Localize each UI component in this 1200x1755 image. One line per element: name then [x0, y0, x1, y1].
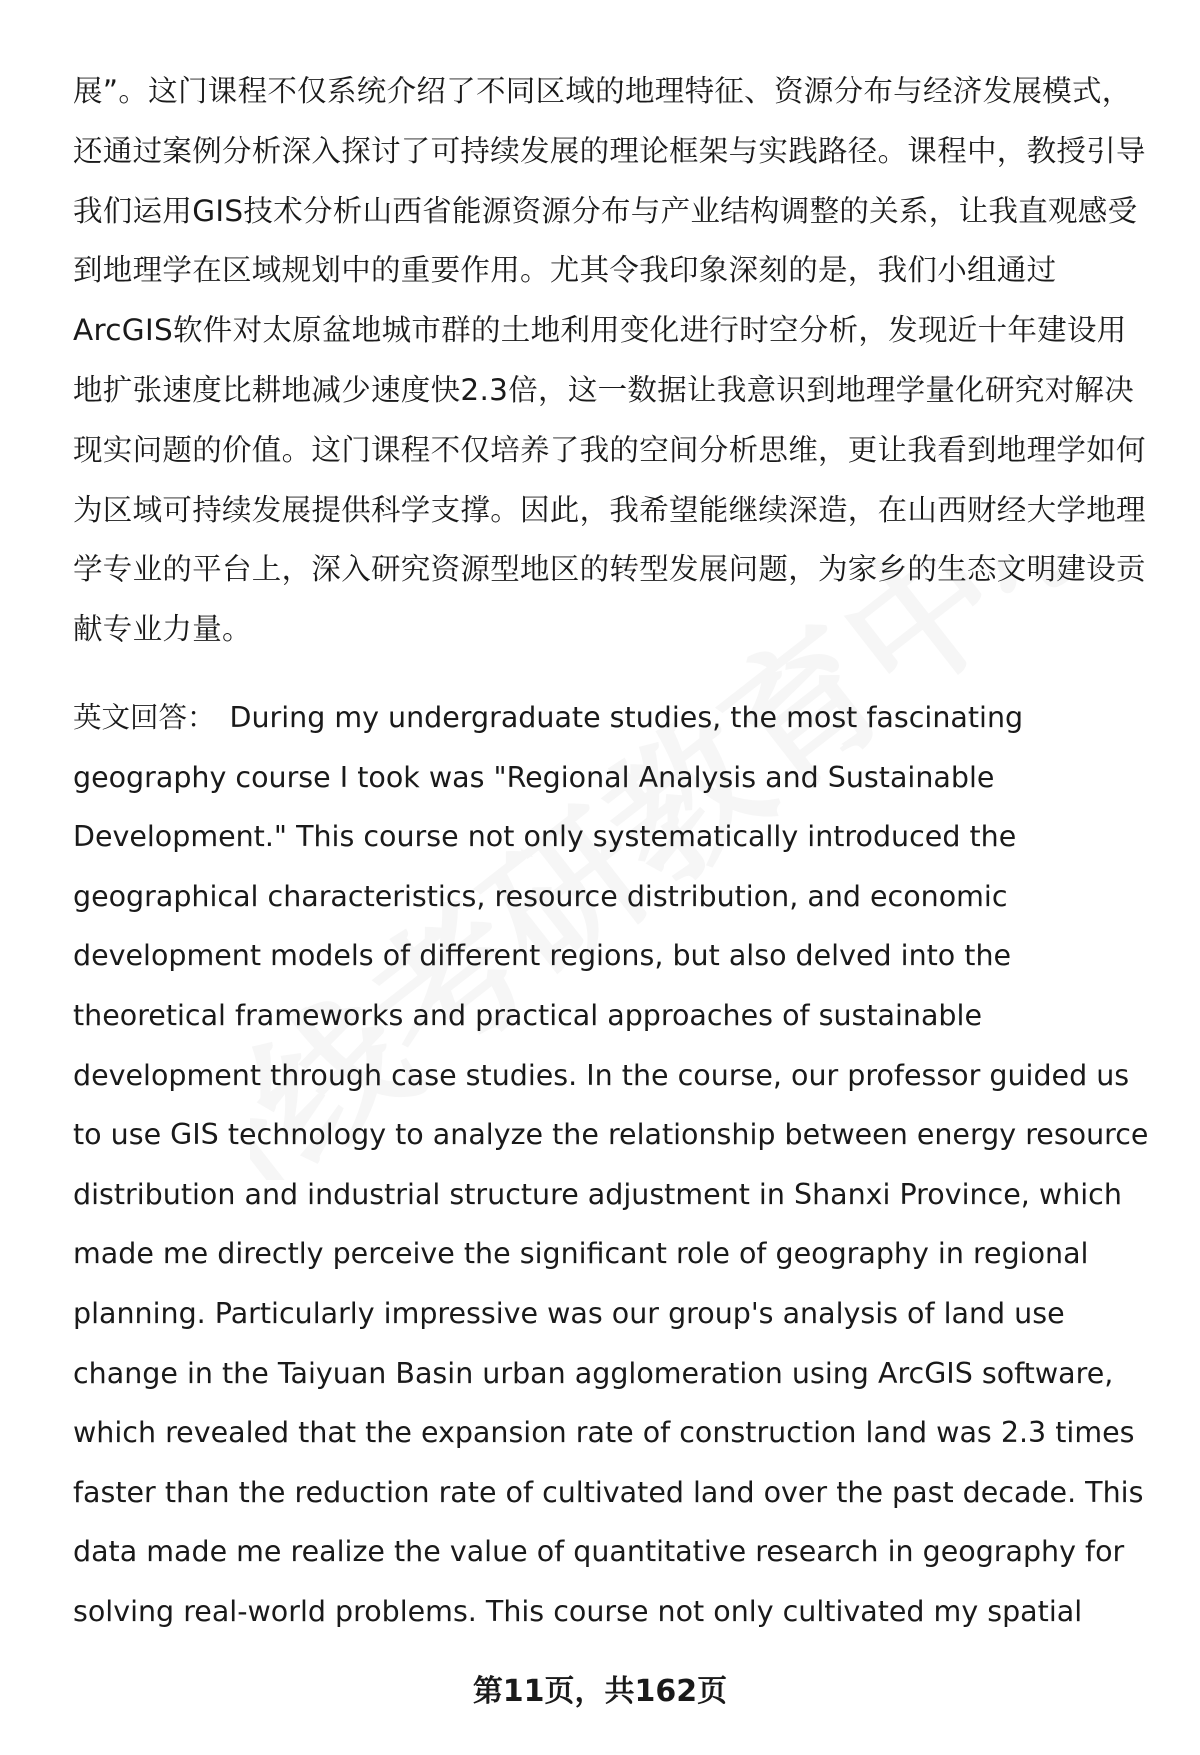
english-answer-label: 英文回答： [73, 700, 216, 734]
document-body [73, 62, 1153, 1641]
chinese-answer-paragraph: 展”。这门课程不仅系统介绍了不同区域的地理特征、资源分布与经济发展模式，还通过案例分析深入探讨了可持续发展的理论框架与实践路径。课程中，教授引导我们运用GIS技术分析山西省能源资源分布与产业结构调整的关系，让我直观感受到地理学在区域规划中的重要作用。尤其令我印象深刻的是，我们小组通过ArcGIS软件对太原盆地城市群的土地利用变化进行时空分析，发现近十年建设用地扩张速度比耕地减少速度快2.3倍，这一数据让我意识到地理学量化研究对解决现实问题的价值。这门课程不仅培养了我的空间分析思维，更让我看到地理学如何为区域可持续发展提供科学支撑。因此，我希望能继续深造，在山西财经大学地理学专业的平台上，深入研究资源型地区的转型发展问题，为家乡的生态文明建设贡献专业力量。 [73, 74, 1146, 647]
english-answer-text: During my undergraduate studies, the most fascinating geography course I took was "Regional Analysis and Sustainable Development." This course not only systematically introduced the geographical characteristics, resource distribution, and economic development models of different regions, but also delved into the theoretical frameworks and practical approaches of sustainable development through case studies. In the course, our professor guided us to use GIS technology to analyze the relationship between energy resource distribution and industrial structure adjustment in Shanxi Province, which made me directly perceive the significant role of geography in regional planning. Particularly impressive was our group's analysis of land use change in the Taiyuan Basin urban agglomeration using ArcGIS software, which revealed that the expansion rate of construction land was 2.3 times faster than the reduction rate of cultivated land over the past decade. This data made me realize the value of quantitative research in geography for solving real-world problems. This course not only cultivated my spatial [73, 700, 1149, 1628]
page-number: 第11页，共162页 [472, 1674, 728, 1709]
english-answer-paragraph [73, 688, 1153, 1642]
watermark-text: 研线考研教育中心 [250, 560, 1070, 1180]
